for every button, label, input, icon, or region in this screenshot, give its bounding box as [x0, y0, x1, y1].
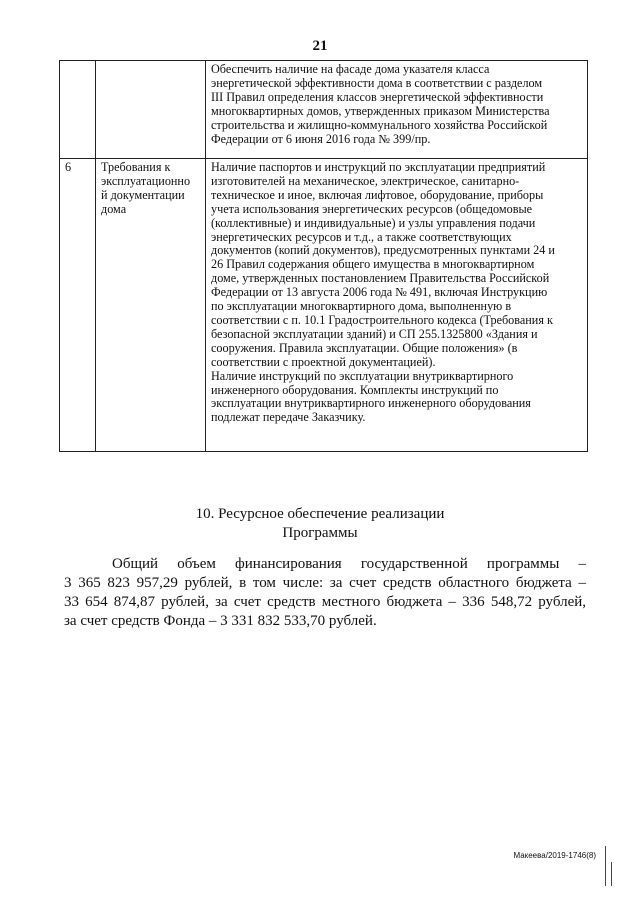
section-title-line2: Программы	[282, 525, 358, 541]
description-cell	[206, 61, 588, 159]
table-row	[60, 61, 588, 159]
requirement-description: Обеспечить наличие на фасаде дома указателя класса энергетической эффективности дома в соответствии с разделом III Правил определения классов энергетической эффективности многоквартирных домов, утвержденных приказом Министерства строительства и жилищно-коммунального хозяйства Российской Федерации от 6 июня 2016 года № 399/пр.	[211, 62, 550, 146]
scan-margin-mark	[605, 846, 606, 886]
section-title-line1: 10. Ресурсное обеспечение реализации	[195, 506, 445, 522]
paragraph-line: за счет средств Фонда – 3 331 832 533,70 рублей.	[64, 613, 377, 629]
requirement-name: Требования к эксплуатационно й документации дома	[101, 160, 191, 216]
table-row	[60, 159, 588, 452]
paragraph-line: Общий объем финансирования государственной программы –	[112, 556, 586, 572]
paragraph-line: 3 365 823 957,29 рублей, в том числе: за счет средств областного бюджета –	[64, 575, 586, 591]
requirement-cell	[96, 61, 206, 159]
page-number: 21	[312, 38, 328, 54]
scan-margin-mark	[611, 862, 612, 886]
row-number-cell	[60, 159, 96, 452]
requirement-description: Наличие паспортов и инструкций по эксплуатации предприятий изготовителей на механическое, электрическое, санитарно- техническое и иное, включая лифтовое, оборудование, приборы учета использования энергетических ресурсов (общедомовые (коллективные) и индивидуальные) и узлы управления подачи энергетических ресурсов и т.д., а также соответствующих документов (копий документов), предусмотренных пунктами 24 и 26 Правил содержания общего имущества в многоквартирном доме, утвержденных постановлением Правительства Российской Федерации от 13 августа 2006 года № 491, включая Инструкцию по эксплуатации многоквартирного дома, выполненную в соответствии с п. 10.1 Градостроительного кодекса (Требования к безопасной эксплуатации зданий) и СП 255.1325800 «Здания и сооружения. Правила эксплуатации. Общие положения» (в соответствии с проектной документацией). Наличие инструкций по эксплуатации внутриквартирного инженерного оборудования. Комплекты инструкций по эксплуатации внутриквартирного инженерного оборудования подлежат передаче Заказчику.	[211, 160, 555, 425]
document-code: Макеева/2019-1746(8)	[513, 851, 596, 860]
row-number: 6	[65, 160, 72, 174]
description-cell	[206, 159, 588, 452]
financing-paragraph	[64, 555, 586, 631]
requirements-table	[59, 60, 588, 452]
paragraph-line: 33 654 874,87 рублей, за счет средств местного бюджета – 336 548,72 рублей,	[64, 594, 586, 610]
section-heading	[0, 505, 640, 543]
requirement-cell	[96, 159, 206, 452]
row-number-cell	[60, 61, 96, 159]
